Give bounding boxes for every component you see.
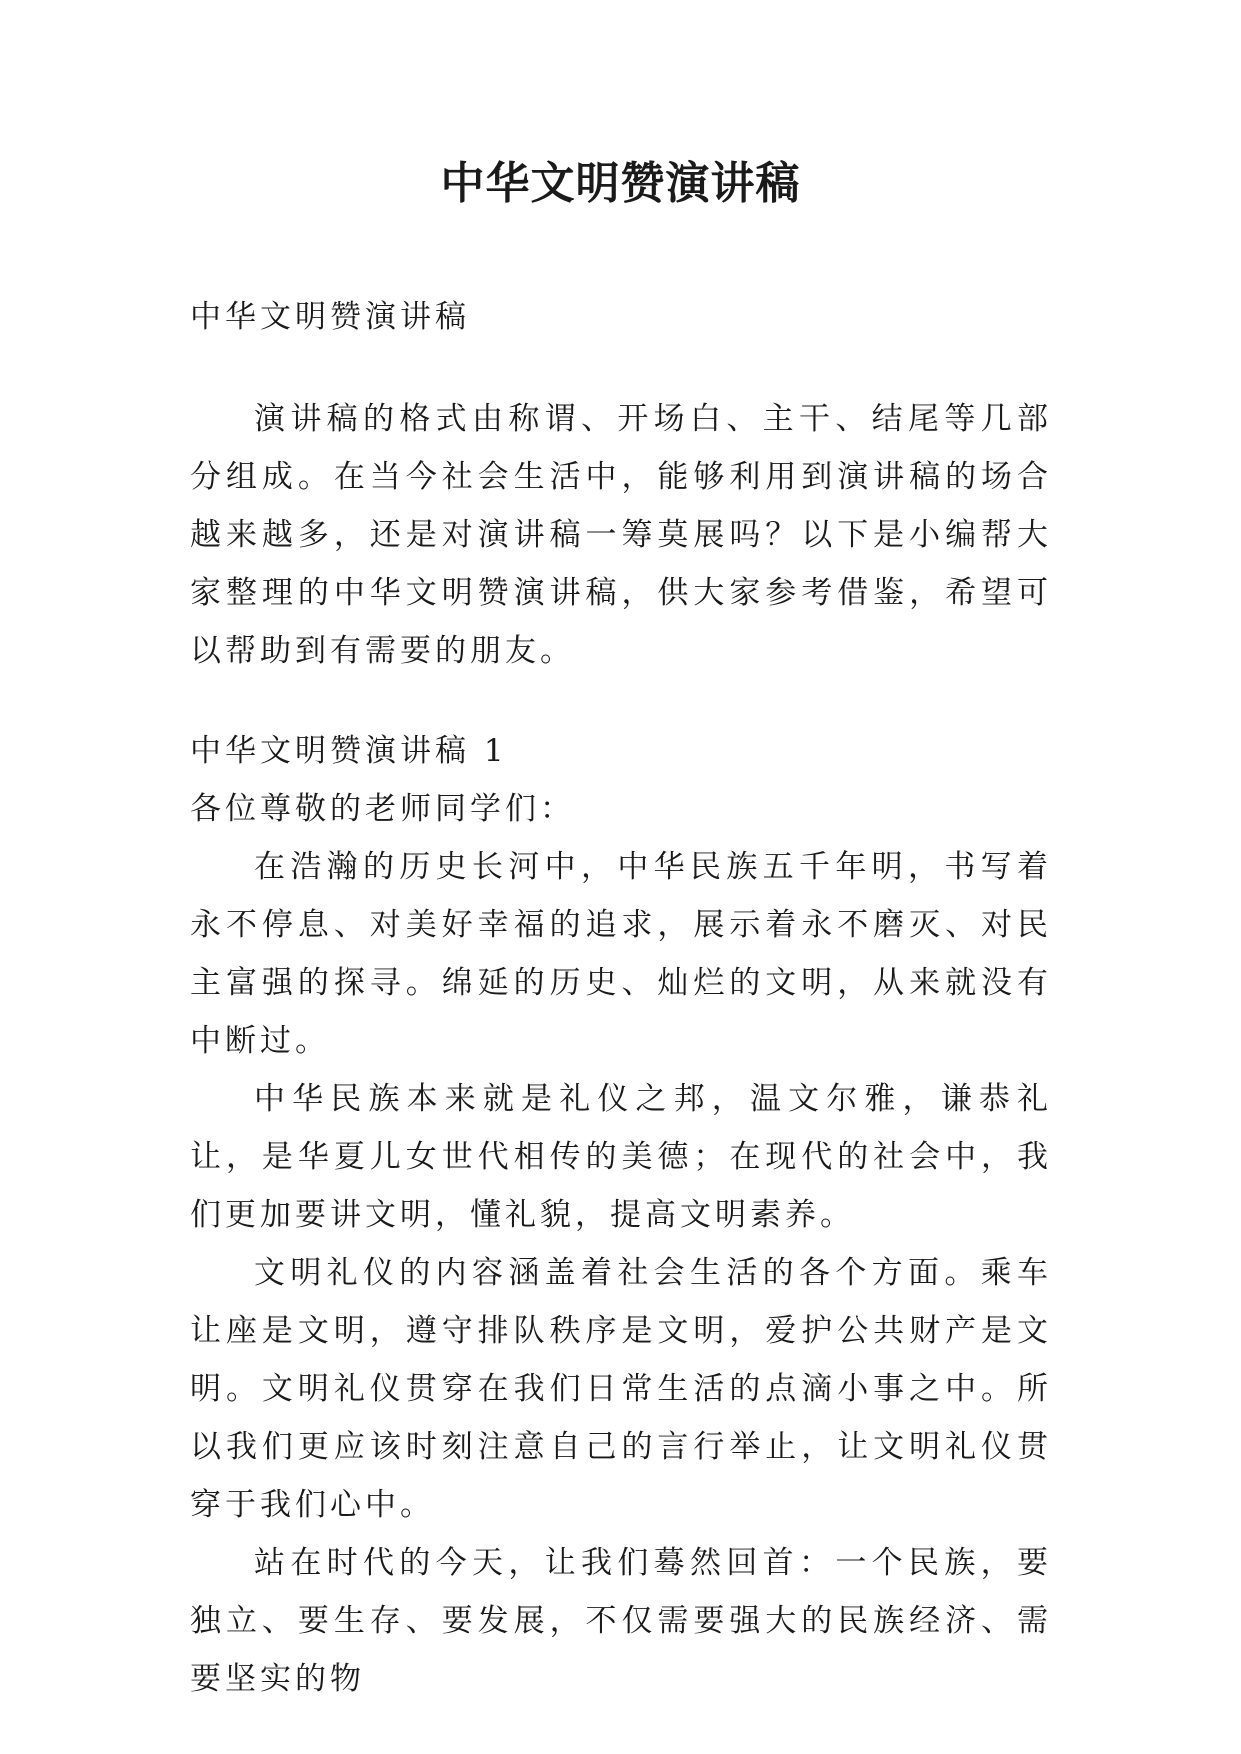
- intro-paragraph: 演讲稿的格式由称谓、开场白、主干、结尾等几部分组成。在当今社会生活中，能够利用到演讲稿的场合越来越多，还是对演讲稿一筹莫展吗？以下是小编帮大家整理的中华文明赞演讲稿，供大家参考借鉴，希望可以帮助到有需要的朋友。: [190, 401, 1052, 669]
- section-heading: 中华文明赞演讲稿 1: [190, 733, 508, 769]
- document-body: [190, 288, 1052, 1708]
- body-paragraph-3: 文明礼仪的内容涵盖着社会生活的各个方面。乘车让座是文明，遵守排队秩序是文明，爱护公共财产是文明。文明礼仪贯穿在我们日常生活的点滴小事之中。所以我们更应该时刻注意自己的言行举止，让文明礼仪贯穿于我们心中。: [190, 1255, 1052, 1523]
- body-paragraph-2: 中华民族本来就是礼仪之邦，温文尔雅，谦恭礼让，是华夏儿女世代相传的美德；在现代的社会中，我们更加要讲文明，懂礼貌，提高文明素养。: [190, 1081, 1052, 1233]
- document-title: 中华文明赞演讲稿: [440, 158, 801, 209]
- body-paragraph-1: 在浩瀚的历史长河中，中华民族五千年明，书写着永不停息、对美好幸福的追求，展示着永不磨灭、对民主富强的探寻。绵延的历史、灿烂的文明，从来就没有中断过。: [190, 849, 1052, 1059]
- salutation: 各位尊敬的老师同学们：: [190, 791, 575, 827]
- body-paragraph-4: 站在时代的今天，让我们蓦然回首：一个民族，要独立、要生存、要发展，不仅需要强大的民族经济、需要坚实的物: [190, 1545, 1052, 1697]
- document-subtitle: 中华文明赞演讲稿: [190, 299, 470, 335]
